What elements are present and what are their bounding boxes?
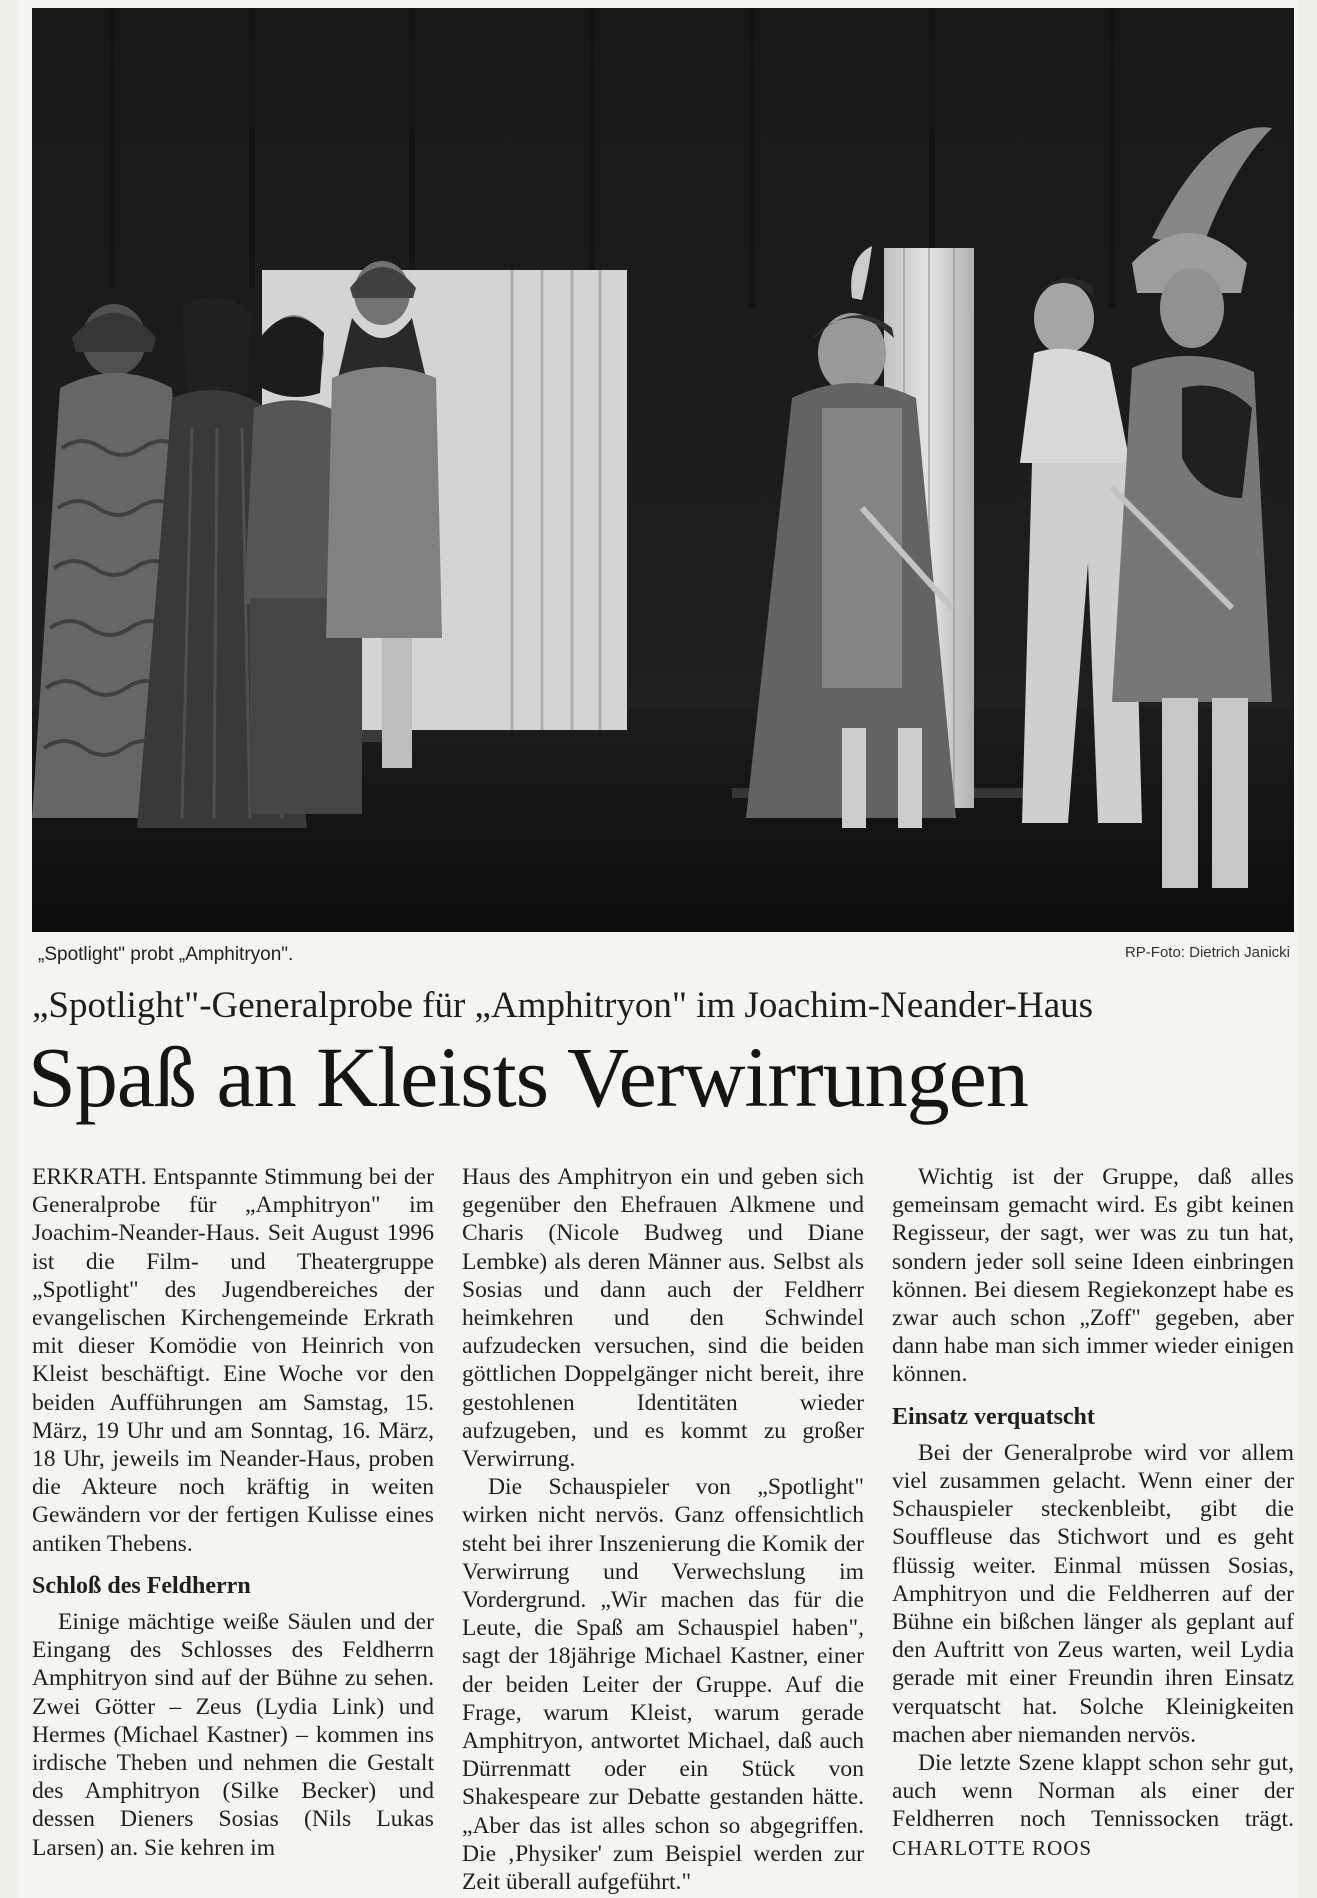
paragraph: Wichtig ist der Gruppe, daß alles gemeinsam gemacht wird. Es gibt keinen Regisseur, der sagt, wer was zu tun hat, sondern jeder soll seine Ideen einbringen können. Bei diesem Regiekonzept habe es zwar auch schon „Zoff" gegeben, aber dann habe man sich immer wieder einigen können. <box>892 1164 1294 1388</box>
paragraph: ERKRATH. Entspannte Stimmung bei der Generalprobe für „Amphitryon" im Joachim-Neander-Haus. Seit August 1996 ist die Film- und Theatergruppe „Spotlight" des Jugendbereiches der evangelischen Kirchengemeinde Erkrath mit dieser Komödie von Heinrich von Kleist beschäftigt. Eine Woche vor den beiden Aufführungen am Samstag, 15. März, 19 Uhr und am Sonntag, 16. März, 18 Uhr, jeweils im Neander-Haus, proben die Akteure noch kräftig in weiten Gewändern vor der fertigen Kulisse eines antiken Thebens. <box>32 1164 434 1557</box>
author-signature: CHARLOTTE ROOS <box>892 1835 1093 1860</box>
article-column-3 <box>892 1163 1294 1862</box>
article-column-2 <box>462 1163 864 1896</box>
paragraph: Einige mächtige weiße Säulen und der Eingang des Schlosses des Feldherrn Amphitryon sind auf der Bühne zu sehen. Zwei Götter – Zeus (Lydia Link) und Hermes (Michael Kastner) – kommen ins irdische Theben und nehmen die Gestalt des Amphitryon (Silke Becker) und dessen Dieners Sosias (Nils Lukas Larsen) an. Sie kehren im <box>32 1609 434 1861</box>
newspaper-clipping <box>18 0 1298 1898</box>
article-column-1 <box>32 1163 434 1862</box>
photo-caption-row <box>32 940 1294 970</box>
paragraph-last <box>892 1749 1294 1862</box>
subheading: Einsatz verquatscht <box>892 1403 1095 1430</box>
stage-photo <box>32 8 1294 932</box>
article-kicker: „Spotlight"-Generalprobe für „Amphitryon" im Joachim-Neander-Haus <box>32 985 1094 1026</box>
subheading: Schloß des Feldherrn <box>32 1572 251 1599</box>
paragraph: Haus des Amphitryon ein und geben sich gegenüber den Ehefrauen Alkmene und Charis (Nicole Budweg und Diane Lembke) als deren Männer aus. Selbst als Sosias und dann auch der Feldherr heimkehren und den Schwindel aufzudecken versuchen, sind die beiden göttlichen Doppelgänger nicht bereit, ihre gestohlenen Identitäten wieder aufzugeben, und es kommt zu großer Verwirrung. <box>462 1164 864 1473</box>
photo-caption: „Spotlight" probt „Amphitryon". <box>38 944 294 965</box>
article-body <box>32 1163 1294 1896</box>
article-headline: Spaß an Kleists Verwirrungen <box>28 1029 1028 1125</box>
paragraph-text: Die letzte Szene klappt schon sehr gut, auch wenn Norman als einer der Feldherren noch Tennissocken trägt. <box>892 1750 1294 1833</box>
stage-photo-illustration <box>32 8 1294 932</box>
paragraph: Die Schauspieler von „Spotlight" wirken nicht nervös. Ganz offensichtlich steht bei ihrer Inszenierung die Komik der Verwirrung und Verwechslung im Vordergrund. „Wir machen das für die Leute, die Spaß am Schauspiel haben", sagt der 18jährige Michael Kastner, einer der beiden Leiter der Gruppe. Auf die Frage, warum Kleist, warum gerade Amphitryon, antwortet Michael, daß auch Dürrenmatt oder ein Stück von Shakespeare zur Debatte gestanden hätte. „Aber das ist alles schon so abgegriffen. Die ‚Physiker' zum Beispiel werden zur Zeit überall aufgeführt." <box>462 1474 864 1896</box>
paragraph: Bei der Generalprobe wird vor allem viel zusammen gelacht. Wenn einer der Schauspieler steckenbleibt, gibt die Souffleuse das Stichwort und es geht flüssig weiter. Einmal müssen Sosias, Amphitryon und die Feldherren auf der Bühne ein bißchen länger als geplant auf den Auftritt von Zeus warten, weil Lydia gerade mit einer Freundin ihren Einsatz verquatscht hat. Solche Kleinigkeiten machen aber niemanden nervös. <box>892 1439 1294 1748</box>
photo-credit: RP-Foto: Dietrich Janicki <box>1124 944 1290 961</box>
